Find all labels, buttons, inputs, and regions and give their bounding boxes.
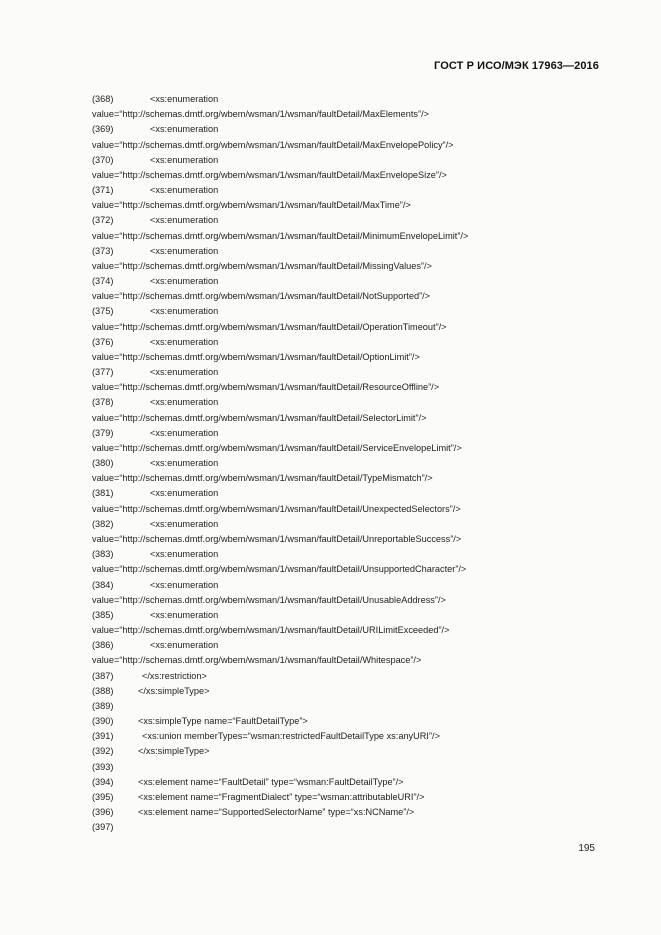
code-line: [92, 517, 612, 532]
code-line: [92, 320, 612, 335]
code-line: [92, 714, 612, 729]
code-line: [92, 638, 612, 653]
line-number: (370): [92, 154, 114, 165]
code-text: value=“http://schemas.dmtf.org/wbem/wsman/1/wsman/faultDetail/MaxElements”/>: [92, 109, 430, 120]
code-line: [92, 92, 612, 107]
code-line: [92, 426, 612, 441]
code-line: [92, 411, 612, 426]
code-text: value=“http://schemas.dmtf.org/wbem/wsman/1/wsman/faultDetail/MissingValues”/>: [92, 260, 432, 271]
line-number: (372): [92, 215, 114, 226]
code-line: [92, 168, 612, 183]
code-line: [92, 775, 612, 790]
line-number: (381): [92, 488, 114, 499]
code-text: <xs:enumeration: [150, 518, 219, 529]
code-text: <xs:union memberTypes=“wsman:restrictedFaultDetailType xs:anyURI”/>: [142, 731, 440, 742]
code-text: <xs:enumeration: [150, 124, 219, 135]
code-line: [92, 744, 612, 759]
page-number: 195: [578, 843, 595, 854]
code-text: <xs:enumeration: [150, 579, 219, 590]
line-number: (382): [92, 518, 114, 529]
code-line: [92, 395, 612, 410]
code-line: [92, 122, 612, 137]
code-line: [92, 532, 612, 547]
code-text: value=“http://schemas.dmtf.org/wbem/wsman/1/wsman/faultDetail/OperationTimeout”/>: [92, 321, 447, 332]
line-number: (369): [92, 124, 114, 135]
code-text: <xs:enumeration: [150, 185, 219, 196]
line-number: (387): [92, 670, 114, 681]
line-number: (379): [92, 427, 114, 438]
code-text: value=“http://schemas.dmtf.org/wbem/wsman/1/wsman/faultDetail/SelectorLimit”/>: [92, 412, 427, 423]
code-text: value=“http://schemas.dmtf.org/wbem/wsman/1/wsman/faultDetail/UnusableAddress”/>: [92, 594, 446, 605]
code-line: [92, 274, 612, 289]
code-line: [92, 593, 612, 608]
code-text: </xs:restriction>: [142, 670, 207, 681]
code-text: value=“http://schemas.dmtf.org/wbem/wsman/1/wsman/faultDetail/UnexpectedSelectors”/>: [92, 503, 461, 514]
code-line: [92, 653, 612, 668]
code-text: value=“http://schemas.dmtf.org/wbem/wsman/1/wsman/faultDetail/MaxTime”/>: [92, 200, 411, 211]
code-listing: [92, 92, 612, 835]
code-text: <xs:enumeration: [150, 367, 219, 378]
code-text: value=“http://schemas.dmtf.org/wbem/wsman/1/wsman/faultDetail/URILimitExceeded”/>: [92, 625, 450, 636]
line-number: (380): [92, 458, 114, 469]
line-number: (377): [92, 367, 114, 378]
line-number: (391): [92, 731, 114, 742]
code-line: [92, 547, 612, 562]
code-text: value=“http://schemas.dmtf.org/wbem/wsman/1/wsman/faultDetail/MinimumEnvelopeLimit”/>: [92, 230, 469, 241]
code-line: [92, 623, 612, 638]
code-text: <xs:element name=“SupportedSelectorName” type=“xs:NCName”/>: [138, 807, 415, 818]
line-number: (390): [92, 716, 114, 727]
line-number: (389): [92, 700, 114, 711]
code-text: <xs:enumeration: [150, 215, 219, 226]
line-number: (374): [92, 276, 114, 287]
line-number: (392): [92, 746, 114, 757]
line-number: (396): [92, 807, 114, 818]
code-text: <xs:element name=“FaultDetail” type=“wsman:FaultDetailType”/>: [138, 776, 404, 787]
line-number: (394): [92, 776, 114, 787]
line-number: (375): [92, 306, 114, 317]
standard-header: ГОСТ Р ИСО/МЭК 17963—2016: [434, 60, 599, 72]
code-text: value=“http://schemas.dmtf.org/wbem/wsman/1/wsman/faultDetail/UnsupportedCharacter”/>: [92, 564, 467, 575]
code-line: [92, 456, 612, 471]
code-text: <xs:enumeration: [150, 427, 219, 438]
code-text: <xs:enumeration: [150, 306, 219, 317]
code-text: <xs:enumeration: [150, 488, 219, 499]
code-line: [92, 669, 612, 684]
line-number: (388): [92, 685, 114, 696]
code-text: value=“http://schemas.dmtf.org/wbem/wsman/1/wsman/faultDetail/TypeMismatch”/>: [92, 473, 433, 484]
code-line: [92, 760, 612, 775]
line-number: (368): [92, 94, 114, 104]
code-text: <xs:element name=“FragmentDialect” type=“wsman:attributableURI”/>: [138, 791, 425, 802]
code-line: [92, 820, 612, 835]
code-line: [92, 805, 612, 820]
code-text: <xs:enumeration: [150, 154, 219, 165]
code-line: [92, 380, 612, 395]
code-line: [92, 441, 612, 456]
code-line: [92, 107, 612, 122]
code-text: <xs:enumeration: [150, 94, 219, 104]
line-number: (383): [92, 549, 114, 560]
code-line: [92, 259, 612, 274]
code-text: value=“http://schemas.dmtf.org/wbem/wsman/1/wsman/faultDetail/UnreportableSuccess”/>: [92, 533, 462, 544]
code-line: [92, 365, 612, 380]
code-line: [92, 608, 612, 623]
line-number: (378): [92, 397, 114, 408]
code-line: [92, 138, 612, 153]
code-text: value=“http://schemas.dmtf.org/wbem/wsman/1/wsman/faultDetail/NotSupported”/>: [92, 291, 431, 302]
code-line: [92, 790, 612, 805]
code-line: [92, 729, 612, 744]
code-text: <xs:enumeration: [150, 336, 219, 347]
code-line: [92, 213, 612, 228]
code-line: [92, 684, 612, 699]
line-number: (384): [92, 579, 114, 590]
line-number: (395): [92, 791, 114, 802]
code-line: [92, 502, 612, 517]
code-text: value=“http://schemas.dmtf.org/wbem/wsman/1/wsman/faultDetail/Whitespace”/>: [92, 655, 422, 666]
code-text: <xs:enumeration: [150, 245, 219, 256]
code-line: [92, 244, 612, 259]
code-line: [92, 304, 612, 319]
code-text: <xs:enumeration: [150, 458, 219, 469]
line-number: (371): [92, 185, 114, 196]
line-number: (373): [92, 245, 114, 256]
code-line: [92, 153, 612, 168]
line-number: (376): [92, 336, 114, 347]
code-text: <xs:enumeration: [150, 276, 219, 287]
code-text: <xs:simpleType name=“FaultDetailType”>: [138, 716, 308, 727]
code-text: <xs:enumeration: [150, 549, 219, 560]
code-text: </xs:simpleType>: [138, 746, 210, 757]
line-number: (386): [92, 640, 114, 651]
line-number: (393): [92, 761, 114, 772]
code-line: [92, 471, 612, 486]
code-line: [92, 229, 612, 244]
code-text: <xs:enumeration: [150, 640, 219, 651]
code-line: [92, 578, 612, 593]
line-number: (385): [92, 609, 114, 620]
code-text: <xs:enumeration: [150, 609, 219, 620]
code-line: [92, 699, 612, 714]
code-line: [92, 562, 612, 577]
code-text: value=“http://schemas.dmtf.org/wbem/wsman/1/wsman/faultDetail/MaxEnvelopePolicy”/>: [92, 139, 454, 150]
code-text: value=“http://schemas.dmtf.org/wbem/wsman/1/wsman/faultDetail/ResourceOffline”/>: [92, 382, 440, 393]
code-text: value=“http://schemas.dmtf.org/wbem/wsman/1/wsman/faultDetail/ServiceEnvelopeLimit”/>: [92, 442, 462, 453]
code-line: [92, 198, 612, 213]
line-number: (397): [92, 822, 114, 833]
code-line: [92, 335, 612, 350]
code-text: <xs:enumeration: [150, 397, 219, 408]
code-text: value=“http://schemas.dmtf.org/wbem/wsman/1/wsman/faultDetail/OptionLimit”/>: [92, 351, 420, 362]
code-text: value=“http://schemas.dmtf.org/wbem/wsman/1/wsman/faultDetail/MaxEnvelopeSize”/>: [92, 169, 447, 180]
code-line: [92, 486, 612, 501]
code-line: [92, 289, 612, 304]
code-text: </xs:simpleType>: [138, 685, 210, 696]
code-line: [92, 350, 612, 365]
code-line: [92, 183, 612, 198]
